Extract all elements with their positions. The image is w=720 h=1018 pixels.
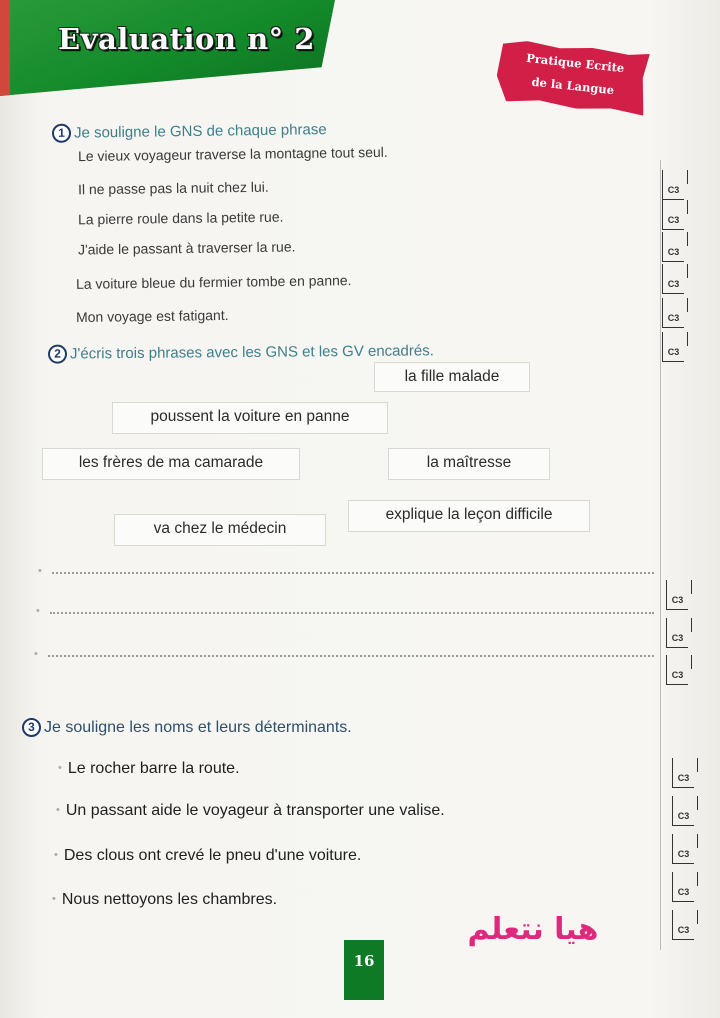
answer-bullet: • xyxy=(38,565,42,577)
grade-box[interactable]: C3 xyxy=(662,332,684,362)
word-box: explique la leçon difficile xyxy=(348,500,590,532)
word-box: la maîtresse xyxy=(388,448,550,480)
grade-box[interactable]: C3 xyxy=(662,232,684,262)
badge-line-2: de la Langue xyxy=(530,74,615,98)
grade-box[interactable]: C3 xyxy=(672,834,694,864)
exercise-2-instruction: J'écris trois phrases avec les GNS et les GV encadrés. xyxy=(69,342,434,363)
page-number: 16 xyxy=(353,952,375,970)
word-box: la fille malade xyxy=(374,362,530,392)
grade-box[interactable]: C3 xyxy=(666,655,688,685)
sentence-line: Le vieux voyageur traverse la montagne tout seul. xyxy=(77,143,388,165)
sentence-line: • Nous nettoyons les chambres. xyxy=(52,891,278,908)
word-box: va chez le médecin xyxy=(114,514,326,546)
word-box: poussent la voiture en panne xyxy=(112,402,388,434)
exercise-1-title xyxy=(52,120,327,143)
sentence-line: • Des clous ont crevé le pneu d'une voiture. xyxy=(54,847,362,864)
page-number-tab xyxy=(344,940,384,1000)
answer-line-1[interactable] xyxy=(52,572,654,574)
sentence-line: La pierre roule dans la petite rue. xyxy=(77,208,284,228)
exercise-3-title xyxy=(22,718,352,737)
watermark-signature: هيا نتعلم xyxy=(467,912,599,947)
answer-line-2[interactable] xyxy=(50,612,654,614)
grade-box[interactable]: C3 xyxy=(672,758,694,788)
answer-bullet: • xyxy=(34,648,38,660)
page-title: Evaluation n° 2 xyxy=(58,22,315,56)
badge-line-1: Pratique Ecrite xyxy=(525,50,625,76)
grade-box[interactable]: C3 xyxy=(662,298,684,328)
exercise-2-title xyxy=(48,341,434,363)
sentence-line: • Le rocher barre la route. xyxy=(58,760,240,777)
exercise-number-badge: 1 xyxy=(52,124,71,143)
answer-line-3[interactable] xyxy=(48,655,654,657)
answer-bullet: • xyxy=(36,605,40,617)
sentence-line: La voiture bleue du fermier tombe en panne. xyxy=(75,272,352,292)
grade-box[interactable]: C3 xyxy=(672,872,694,902)
grade-box[interactable]: C3 xyxy=(672,796,694,826)
grade-box[interactable]: C3 xyxy=(666,618,688,648)
exercise-number-badge: 3 xyxy=(22,718,41,737)
margin-rule xyxy=(660,160,661,950)
grade-box[interactable]: C3 xyxy=(672,910,694,940)
grade-box[interactable]: C3 xyxy=(662,170,684,200)
exercise-number-badge: 2 xyxy=(48,345,67,364)
sentence-line: Mon voyage est fatigant. xyxy=(75,306,229,326)
sentence-line: • Un passant aide le voyageur à transporter une valise. xyxy=(56,802,445,819)
grade-box[interactable]: C3 xyxy=(662,264,684,294)
exercise-1-instruction: Je souligne le GNS de chaque phrase xyxy=(73,121,327,142)
sentence-line: Il ne passe pas la nuit chez lui. xyxy=(77,178,269,198)
grade-box[interactable]: C3 xyxy=(666,580,688,610)
exercise-3-instruction: Je souligne les noms et leurs déterminants. xyxy=(44,719,352,736)
sentence-line: J'aide le passant à traverser la rue. xyxy=(77,238,296,258)
word-box: les frères de ma camarade xyxy=(42,448,300,480)
grade-box[interactable]: C3 xyxy=(662,200,684,230)
